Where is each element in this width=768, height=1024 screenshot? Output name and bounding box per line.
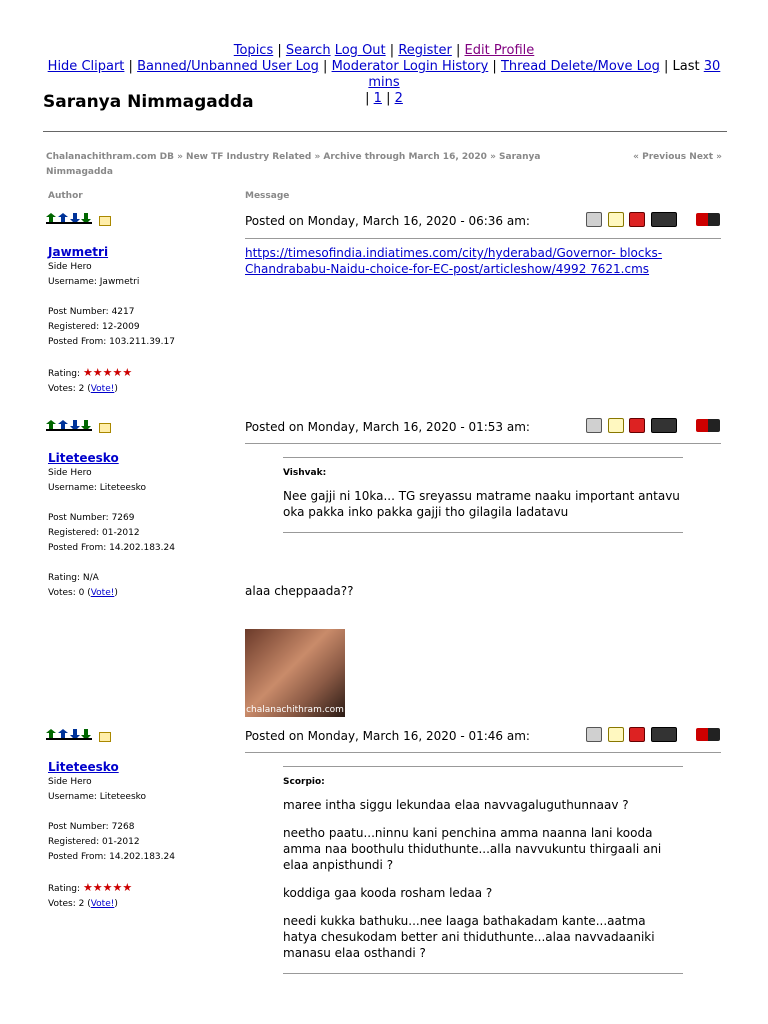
author-username: Username: Liteteesko — [48, 483, 147, 493]
delete-icon[interactable] — [629, 727, 645, 742]
post-timestamp: Posted on Monday, March 16, 2020 - 01:53 am: — [245, 420, 530, 434]
votes: Votes: 2 (Vote!) — [48, 384, 118, 394]
quote-paragraph: needi kukka bathuku...nee laaga bathakadam kante...aatma hatya chesukodam better ani thiduthunte...alaa navvadaaniki manasu elaa osthandi ? — [283, 914, 655, 960]
breadcrumb-current: Saranya Nimmagadda — [46, 152, 541, 177]
print-icon[interactable] — [651, 727, 677, 742]
post-admin-icons — [46, 729, 111, 743]
topics-link[interactable]: Topics — [233, 43, 274, 58]
edit-icon[interactable] — [608, 212, 624, 227]
quote-block — [283, 457, 683, 533]
reply-icon[interactable] — [586, 212, 602, 227]
banned-log-link[interactable]: Banned/Unbanned User Log — [137, 59, 319, 74]
last-label: Last — [672, 59, 700, 74]
registered-date: Registered: 01-2012 — [48, 528, 140, 538]
move-arrows-icon[interactable] — [46, 420, 96, 431]
previous-link[interactable]: « Previous — [633, 152, 687, 162]
breadcrumb-item[interactable]: Archive through March 16, 2020 — [323, 152, 487, 162]
author-name-link[interactable]: Jawmetri — [48, 245, 109, 259]
envelope-icon[interactable] — [99, 216, 111, 226]
post-message — [245, 245, 715, 277]
move-post-icon[interactable] — [696, 213, 720, 226]
print-icon[interactable] — [651, 212, 677, 227]
rating: Rating: N/A — [48, 573, 99, 583]
envelope-icon[interactable] — [99, 423, 111, 433]
post-divider — [245, 752, 721, 753]
quote-paragraph: koddiga gaa kooda rosham ledaa ? — [283, 886, 493, 900]
last-30-link[interactable]: 30 mins — [368, 59, 721, 90]
edit-profile-link[interactable]: Edit Profile — [464, 43, 535, 58]
posted-from: Posted From: 103.211.39.17 — [48, 337, 175, 347]
top-nav: Topics | Search Log Out | Register | Edit Profile Hide Clipart | Banned/Unbanned User Log | Moderator Login History | Thread Delete/Move Log | Last 30 mins | 1 | 2 — [47, 43, 721, 106]
post-tools — [586, 727, 722, 742]
delete-icon[interactable] — [629, 212, 645, 227]
breadcrumb-item[interactable]: Chalanachithram.com DB — [46, 152, 174, 162]
author-rank: Side Hero — [48, 777, 92, 787]
post-admin-icons — [46, 213, 111, 227]
author-username: Username: Jawmetri — [48, 277, 140, 287]
envelope-icon[interactable] — [99, 732, 111, 742]
quote-text: Nee gajji ni 10ka... TG sreyassu matrame naaku important antavu oka pakka inko pakka gajji tho gilagila ladatavu — [283, 489, 680, 519]
page-2-link[interactable]: 2 — [394, 91, 403, 106]
logout-link[interactable]: Log Out — [334, 43, 386, 58]
registered-date: Registered: 01-2012 — [48, 837, 140, 847]
page-title: Saranya Nimmagadda — [43, 92, 254, 112]
post-divider — [245, 443, 721, 444]
votes: Votes: 0 (Vote!) — [48, 588, 118, 598]
post-tools — [586, 212, 722, 227]
search-link[interactable]: Search — [285, 43, 331, 58]
page-1-link[interactable]: 1 — [373, 91, 382, 106]
move-post-icon[interactable] — [696, 728, 720, 741]
image-watermark: chalanachithram.com — [246, 705, 344, 715]
vote-link[interactable]: Vote! — [90, 384, 115, 394]
delete-icon[interactable] — [629, 418, 645, 433]
rating-stars-icon: ★★★★★ — [82, 881, 133, 894]
post-timestamp: Posted on Monday, March 16, 2020 - 01:46 am: — [245, 729, 530, 743]
post-number: Post Number: 7269 — [48, 513, 135, 523]
votes: Votes: 2 (Vote!) — [48, 899, 118, 909]
quote-block — [283, 766, 683, 974]
prev-next-nav — [633, 150, 722, 165]
reply-text: alaa cheppaada?? — [245, 584, 354, 598]
post-divider — [245, 238, 721, 239]
quote-author: Vishvak: — [283, 468, 327, 478]
edit-icon[interactable] — [608, 727, 624, 742]
post-author — [48, 759, 175, 912]
author-rank: Side Hero — [48, 262, 92, 272]
post-admin-icons — [46, 420, 111, 434]
posted-from: Posted From: 14.202.183.24 — [48, 543, 175, 553]
reply-icon[interactable] — [586, 727, 602, 742]
post-author — [48, 450, 175, 601]
author-name-link[interactable]: Liteteesko — [48, 760, 119, 774]
post-author — [48, 244, 175, 397]
breadcrumb-item[interactable]: New TF Industry Related — [186, 152, 312, 162]
rating-stars-icon: ★★★★★ — [82, 366, 133, 379]
quote-paragraph: maree intha siggu lekundaa elaa navvagaluguthunnaav ? — [283, 798, 629, 812]
vote-link[interactable]: Vote! — [90, 588, 115, 598]
message-column-header: Message — [245, 191, 290, 201]
divider — [43, 131, 727, 132]
quote-author: Scorpio: — [283, 777, 325, 787]
author-username: Username: Liteteesko — [48, 792, 147, 802]
move-arrows-icon[interactable] — [46, 729, 96, 740]
author-rank: Side Hero — [48, 468, 92, 478]
move-arrows-icon[interactable] — [46, 213, 96, 224]
print-icon[interactable] — [651, 418, 677, 433]
article-link[interactable]: https://timesofindia.indiatimes.com/city/hyderabad/Governor- blocks-Chandrababu-Naidu-choice-for-EC-post/articleshow/4992 7621.cms — [245, 246, 663, 276]
post-number: Post Number: 4217 — [48, 307, 135, 317]
hide-clipart-link[interactable]: Hide Clipart — [47, 59, 125, 74]
rating: Rating: ★★★★★ — [48, 366, 133, 379]
post-timestamp: Posted on Monday, March 16, 2020 - 06:36 am: — [245, 214, 530, 228]
author-name-link[interactable]: Liteteesko — [48, 451, 119, 465]
register-link[interactable]: Register — [398, 43, 452, 58]
registered-date: Registered: 12-2009 — [48, 322, 140, 332]
quote-paragraph: neetho paatu...ninnu kani penchina amma naanna lani kooda amma naa boothulu thiduthunte...alla navvukuntu thirgaali ani elaa anpisthundi ? — [283, 826, 662, 872]
vote-link[interactable]: Vote! — [90, 899, 115, 909]
move-post-icon[interactable] — [696, 419, 720, 432]
author-column-header: Author — [48, 191, 83, 201]
post-image — [245, 629, 345, 717]
thread-log-link[interactable]: Thread Delete/Move Log — [500, 59, 660, 74]
post-number: Post Number: 7268 — [48, 822, 135, 832]
edit-icon[interactable] — [608, 418, 624, 433]
reply-icon[interactable] — [586, 418, 602, 433]
moderator-login-link[interactable]: Moderator Login History — [331, 59, 489, 74]
post-tools — [586, 418, 722, 433]
breadcrumb: Chalanachithram.com DB » New TF Industry Related » Archive through March 16, 2020 » Saranya Nimmagadda — [46, 152, 541, 177]
rating: Rating: ★★★★★ — [48, 881, 133, 894]
next-link[interactable]: Next » — [689, 152, 722, 162]
posted-from: Posted From: 14.202.183.24 — [48, 852, 175, 862]
